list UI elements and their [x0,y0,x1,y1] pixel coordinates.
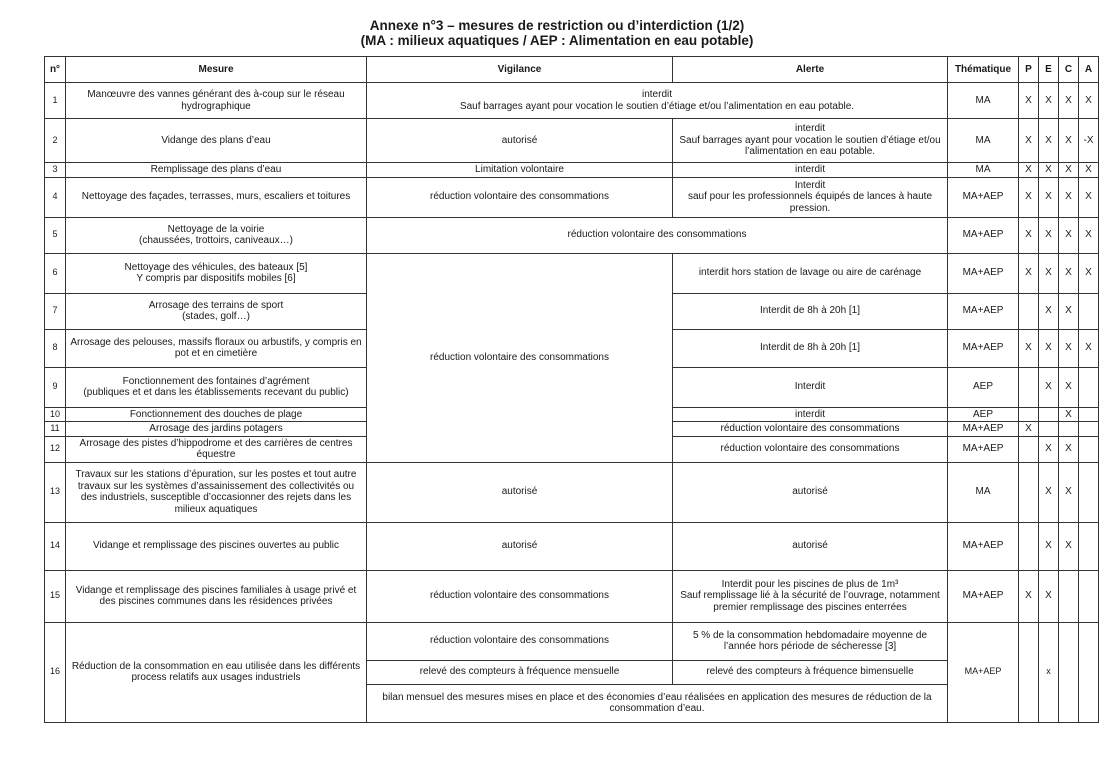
row-vigilance-merged: réduction volontaire des consommations [367,253,673,462]
table-row [45,119,1099,163]
header-mesure: Mesure [66,57,367,83]
row-num: 11 [45,422,66,437]
table-row [45,177,1099,217]
row-vigilance: réduction volontaire des consommations [367,622,673,660]
row-vigilance-alerte-merged [367,83,948,119]
row-e [1039,407,1059,422]
mesure-line-2: Y compris par dispositifs mobiles [6] [136,273,296,284]
row-a [1079,293,1099,329]
row-mesure: Arrosage des pelouses, massifs floraux ou arbustifs, y compris en pot et en cimetière [66,329,367,367]
row-p: X [1019,570,1039,622]
row-c: X [1059,83,1079,119]
row-alerte [673,177,948,217]
row-p: X [1019,329,1039,367]
row-mesure: Remplissage des plans d’eau [66,163,367,178]
merged-line-1: interdit [641,89,672,100]
row-thematique: MA+AEP [948,436,1019,462]
row-vigilance: réduction volontaire des consommations [367,177,673,217]
row-mesure [66,367,367,407]
row-a: X [1079,217,1099,253]
header-p: P [1019,57,1039,83]
row-e: X [1039,570,1059,622]
row-thematique: MA [948,119,1019,163]
row-c [1059,570,1079,622]
row-p [1019,522,1039,570]
row-c: X [1059,407,1079,422]
row-num: 1 [45,83,66,119]
row-e: X [1039,119,1059,163]
row-thematique: MA [948,462,1019,522]
row-p: X [1019,163,1039,178]
row-alerte: 5 % de la consommation hebdomadaire moyenne de l’année hors période de sécheresse [3] [673,622,948,660]
row-alerte: réduction volontaire des consommations [673,422,948,437]
row-c [1059,422,1079,437]
table-row [45,163,1099,178]
row-thematique: MA+AEP [948,217,1019,253]
row-p [1019,407,1039,422]
row-num: 2 [45,119,66,163]
row-num: 15 [45,570,66,622]
mesure-line-2: (chaussées, trottoirs, caniveaux…) [139,235,293,246]
title-line-2: (MA : milieux aquatiques / AEP : Alimentation en eau potable) [360,33,754,48]
row-c: X [1059,293,1079,329]
table-row [45,217,1099,253]
row-alerte: interdit [673,407,948,422]
row-vigilance: Limitation volontaire [367,163,673,178]
table-row [45,622,1099,660]
row-c: X [1059,163,1079,178]
row-thematique: MA+AEP [948,329,1019,367]
row-mesure: Arrosage des pistes d’hippodrome et des carrières de centres équestre [66,436,367,462]
mesure-line-2: (publiques et et dans les établissements recevant du public) [83,387,349,398]
row-alerte: Interdit de 8h à 20h [1] [673,329,948,367]
row-num: 16 [45,622,66,722]
row-a [1079,367,1099,407]
row-thematique: AEP [948,407,1019,422]
mesure-line-1: Nettoyage des véhicules, des bateaux [5] [124,261,308,273]
row-num: 10 [45,407,66,422]
row-mesure: Manœuvre des vannes générant des à-coup sur le réseau hydrographique [66,83,367,119]
row-e: X [1039,163,1059,178]
row-num: 3 [45,163,66,178]
row-thematique: AEP [948,367,1019,407]
row-p: X [1019,217,1039,253]
row-alerte [673,570,948,622]
row-num: 8 [45,329,66,367]
row-thematique: MA+AEP [948,422,1019,437]
header-num: n° [45,57,66,83]
header-vigilance: Vigilance [367,57,673,83]
row-a: X [1079,177,1099,217]
row-thematique: MA+AEP [948,253,1019,293]
row-alerte: interdit hors station de lavage ou aire de carénage [673,253,948,293]
document-title [0,18,1114,48]
row-mesure: Vidange et remplissage des piscines familiales à usage privé et des piscines communes dans les résidences privées [66,570,367,622]
row-thematique: MA+AEP [948,522,1019,570]
row-num: 12 [45,436,66,462]
row-num: 6 [45,253,66,293]
row-mesure: Arrosage des jardins potagers [66,422,367,437]
alerte-line-1: Interdit [794,179,826,191]
row-c: X [1059,177,1079,217]
header-e: E [1039,57,1059,83]
row-a [1079,422,1099,437]
row-vigilance: autorisé [367,522,673,570]
header-c: C [1059,57,1079,83]
row-alerte: Interdit de 8h à 20h [1] [673,293,948,329]
header-a: A [1079,57,1099,83]
row-p [1019,436,1039,462]
table-row [45,462,1099,522]
row-thematique: MA+AEP [948,570,1019,622]
table-row [45,522,1099,570]
alerte-line-1: interdit [794,123,825,135]
restriction-table [44,56,1099,723]
row-num: 7 [45,293,66,329]
row-mesure: Nettoyage des façades, terrasses, murs, escaliers et toitures [66,177,367,217]
row-thematique: MA+AEP [948,177,1019,217]
row-c: X [1059,329,1079,367]
table-row [45,570,1099,622]
mesure-line-2: (stades, golf…) [182,311,250,322]
row-e: X [1039,462,1059,522]
row-thematique: MA+AEP [948,293,1019,329]
row-num: 9 [45,367,66,407]
table-row [45,253,1099,293]
row-p: X [1019,177,1039,217]
merged-line-2: Sauf barrages ayant pour vocation le soutien d’étiage et/ou l’alimentation en eau potable. [459,100,855,112]
row-alerte: autorisé [673,462,948,522]
row-e: x [1039,622,1059,722]
row-c: X [1059,462,1079,522]
row-e: X [1039,329,1059,367]
row-a [1079,407,1099,422]
alerte-line-1: Interdit pour les piscines de plus de 1m³ [721,578,899,590]
row-a: -X [1079,119,1099,163]
row-thematique: MA [948,83,1019,119]
header-thematique: Thématique [948,57,1019,83]
row-c: X [1059,522,1079,570]
row-mesure: Vidange et remplissage des piscines ouvertes au public [66,522,367,570]
row-a [1079,436,1099,462]
row-vigilance: relevé des compteurs à fréquence mensuelle [367,660,673,684]
row-p: X [1019,83,1039,119]
row-mesure: Fonctionnement des douches de plage [66,407,367,422]
row-vigilance: autorisé [367,462,673,522]
row-num: 5 [45,217,66,253]
row-e: X [1039,293,1059,329]
row-p: X [1019,422,1039,437]
row-vigilance: réduction volontaire des consommations [367,570,673,622]
row-thematique: MA [948,163,1019,178]
alerte-line-2: Sauf remplissage lié à la sécurité de l’ouvrage, notamment premier remplissage des piscines enterrées [680,590,940,613]
row-p [1019,293,1039,329]
header-row [45,57,1099,83]
row-a: X [1079,83,1099,119]
row-mesure [66,217,367,253]
row-p [1019,462,1039,522]
row-mesure [66,293,367,329]
row-num: 13 [45,462,66,522]
row-c [1059,622,1079,722]
row-mesure: Réduction de la consommation en eau utilisée dans les différents process relatifs aux usages industriels [66,622,367,722]
row-c: X [1059,217,1079,253]
row-vigilance: autorisé [367,119,673,163]
row-p [1019,622,1039,722]
row-c: X [1059,436,1079,462]
row-alerte: réduction volontaire des consommations [673,436,948,462]
row-a [1079,462,1099,522]
row-a [1079,522,1099,570]
row-thematique: MA+AEP [948,622,1019,722]
row-e: X [1039,522,1059,570]
row-p: X [1019,119,1039,163]
row-e: X [1039,436,1059,462]
row-a: X [1079,329,1099,367]
row-mesure [66,253,367,293]
row-num: 4 [45,177,66,217]
row-a: X [1079,163,1099,178]
row-vigilance-alerte-merged: bilan mensuel des mesures mises en place et des économies d’eau réalisées en application des mesures de réduction de la consommation d’eau. [367,684,948,722]
row-mesure: Travaux sur les stations d’épuration, sur les postes et tout autre travaux sur les systèmes d’assainissement des collectivités ou des industriels, susceptible d’occasionner des rejets dans les milieux aquatiques [66,462,367,522]
row-alerte [673,119,948,163]
alerte-line-2: Sauf barrages ayant pour vocation le soutien d’étiage et/ou l’alimentation en eau potable. [679,134,941,158]
table-row [45,83,1099,119]
row-alerte: interdit [673,163,948,178]
row-p: X [1019,253,1039,293]
row-c: X [1059,367,1079,407]
row-a [1079,570,1099,622]
row-e: X [1039,217,1059,253]
mesure-line-1: Fonctionnement des fontaines d’agrément [122,375,310,387]
mesure-line-1: Arrosage des terrains de sport [148,299,284,311]
row-c: X [1059,253,1079,293]
row-e: X [1039,367,1059,407]
mesure-line-1: Nettoyage de la voirie [167,223,265,235]
row-a [1079,622,1099,722]
row-e [1039,422,1059,437]
row-vigilance-alerte-merged: réduction volontaire des consommations [367,217,948,253]
row-c: X [1059,119,1079,163]
row-e: X [1039,177,1059,217]
row-mesure: Vidange des plans d’eau [66,119,367,163]
row-a: X [1079,253,1099,293]
row-alerte: autorisé [673,522,948,570]
alerte-line-2: sauf pour les professionnels équipés de lances à haute pression. [687,191,933,214]
row-alerte: Interdit [673,367,948,407]
title-line-1: Annexe n°3 – mesures de restriction ou d’interdiction (1/2) [369,18,745,33]
row-p [1019,367,1039,407]
row-num: 14 [45,522,66,570]
header-alerte: Alerte [673,57,948,83]
row-e: X [1039,253,1059,293]
row-e: X [1039,83,1059,119]
row-alerte: relevé des compteurs à fréquence bimensuelle [673,660,948,684]
